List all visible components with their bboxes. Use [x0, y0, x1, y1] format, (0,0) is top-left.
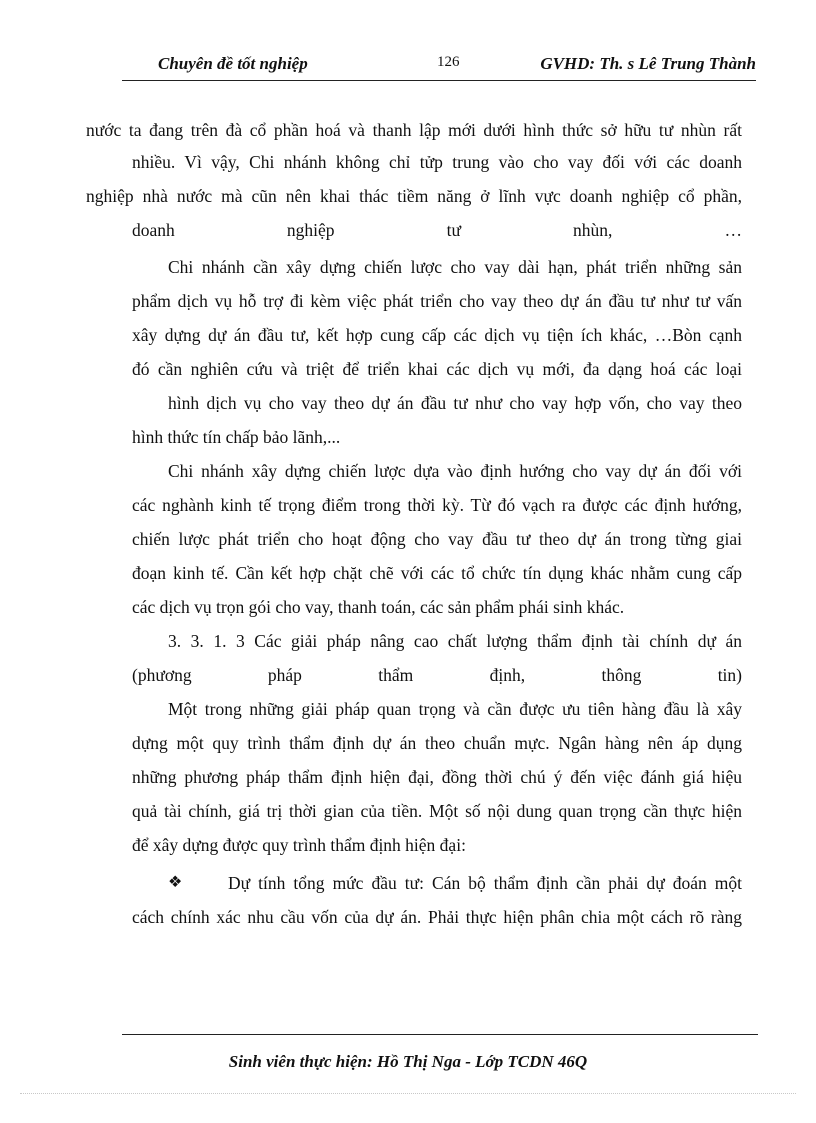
text-line: đó cần nghiên cứu và triệt để triển khai các dịch vụ mới, đa dạng hoá các loại [132, 359, 742, 379]
text-line: các dịch vụ trọn gói cho vay, thanh toán, các sản phẩm phái sinh khác. [132, 597, 625, 617]
text-line: doanh nghiệp tư nhùn, … [132, 220, 742, 240]
page-number: 126 [437, 54, 460, 70]
text-line: nhiều. Vì vậy, Chi nhánh không chỉ tửp trung vào cho vay đối với các doanh [132, 152, 742, 172]
header-advisor: GVHD: Th. s Lê Trung Thành [540, 54, 756, 73]
text-line: các nghành kinh tế trọng điểm trong thời kỳ. Từ đó vạch ra được các định hướng, [132, 495, 742, 515]
text-line: để xây dựng được quy trình thẩm định hiện đại: [132, 835, 466, 855]
text-line: dựng một quy trình thẩm định dự án theo chuẩn mực. Ngân hàng nên áp dụng [132, 733, 742, 753]
bullet-item [168, 872, 742, 894]
text-line: quả tài chính, giá trị thời gian của tiền. Một số nội dung quan trọng cần thực hiện [132, 801, 742, 821]
footer-divider [122, 1034, 758, 1035]
section-heading: (phương pháp thẩm định, thông tin) [132, 665, 742, 685]
page-footer: Sinh viên thực hiện: Hồ Thị Nga - Lớp TCDN 46Q [228, 1052, 588, 1071]
section-heading: 3. 3. 1. 3 Các giải pháp nâng cao chất lượng thẩm định tài chính dự án [168, 631, 742, 651]
text-line: Chi nhánh cần xây dựng chiến lược cho vay dài hạn, phát triển những sản [168, 257, 742, 277]
text-line: Chi nhánh xây dựng chiến lược dựa vào định hướng cho vay dự án đối với [168, 461, 742, 481]
header-title: Chuyên đề tốt nghiệp [158, 54, 308, 73]
text-line: nghiệp nhà nước mà cũn nên khai thác tiềm năng ở lĩnh vực doanh nghiệp cổ phần, [86, 186, 742, 206]
text-line: hình dịch vụ cho vay theo dự án đầu tư như cho vay hợp vốn, cho vay theo [168, 393, 742, 413]
text-line: nước ta đang trên đà cổ phần hoá và thanh lập mới dưới hình thức sở hữu tư nhùn rất [86, 120, 742, 140]
text-line: đoạn kinh tế. Cần kết hợp chặt chẽ với các tổ chức tín dụng khác nhằm cung cấp [132, 563, 742, 583]
text-line: chiến lược phát triển cho hoạt động cho vay đầu tư theo dự án trong từng giai [132, 529, 742, 549]
text-line: phẩm dịch vụ hỗ trợ đi kèm việc phát triển cho vay theo dự án đầu tư như tư vấn [132, 291, 742, 311]
text-line: những phương pháp thẩm định hiện đại, đồng thời chú ý đến việc đánh giá hiệu [132, 767, 742, 787]
page-header [122, 48, 756, 81]
text-line: hình thức tín chấp bảo lãnh,... [132, 427, 341, 447]
diamond-bullet-icon: ❖ [168, 874, 183, 891]
page-edge [20, 1093, 796, 1094]
bullet-text: Dự tính tổng mức đầu tư: Cán bộ thẩm định cần phải dự đoán một [228, 873, 742, 893]
text-line: xây dựng dự án đầu tư, kết hợp cung cấp các dịch vụ tiện ích khác, …Bòn cạnh [132, 325, 742, 345]
text-line: Một trong những giải pháp quan trọng và cần được ưu tiên hàng đầu là xây [168, 699, 742, 719]
text-line: cách chính xác nhu cầu vốn của dự án. Phải thực hiện phân chia một cách rõ ràng [132, 907, 742, 927]
